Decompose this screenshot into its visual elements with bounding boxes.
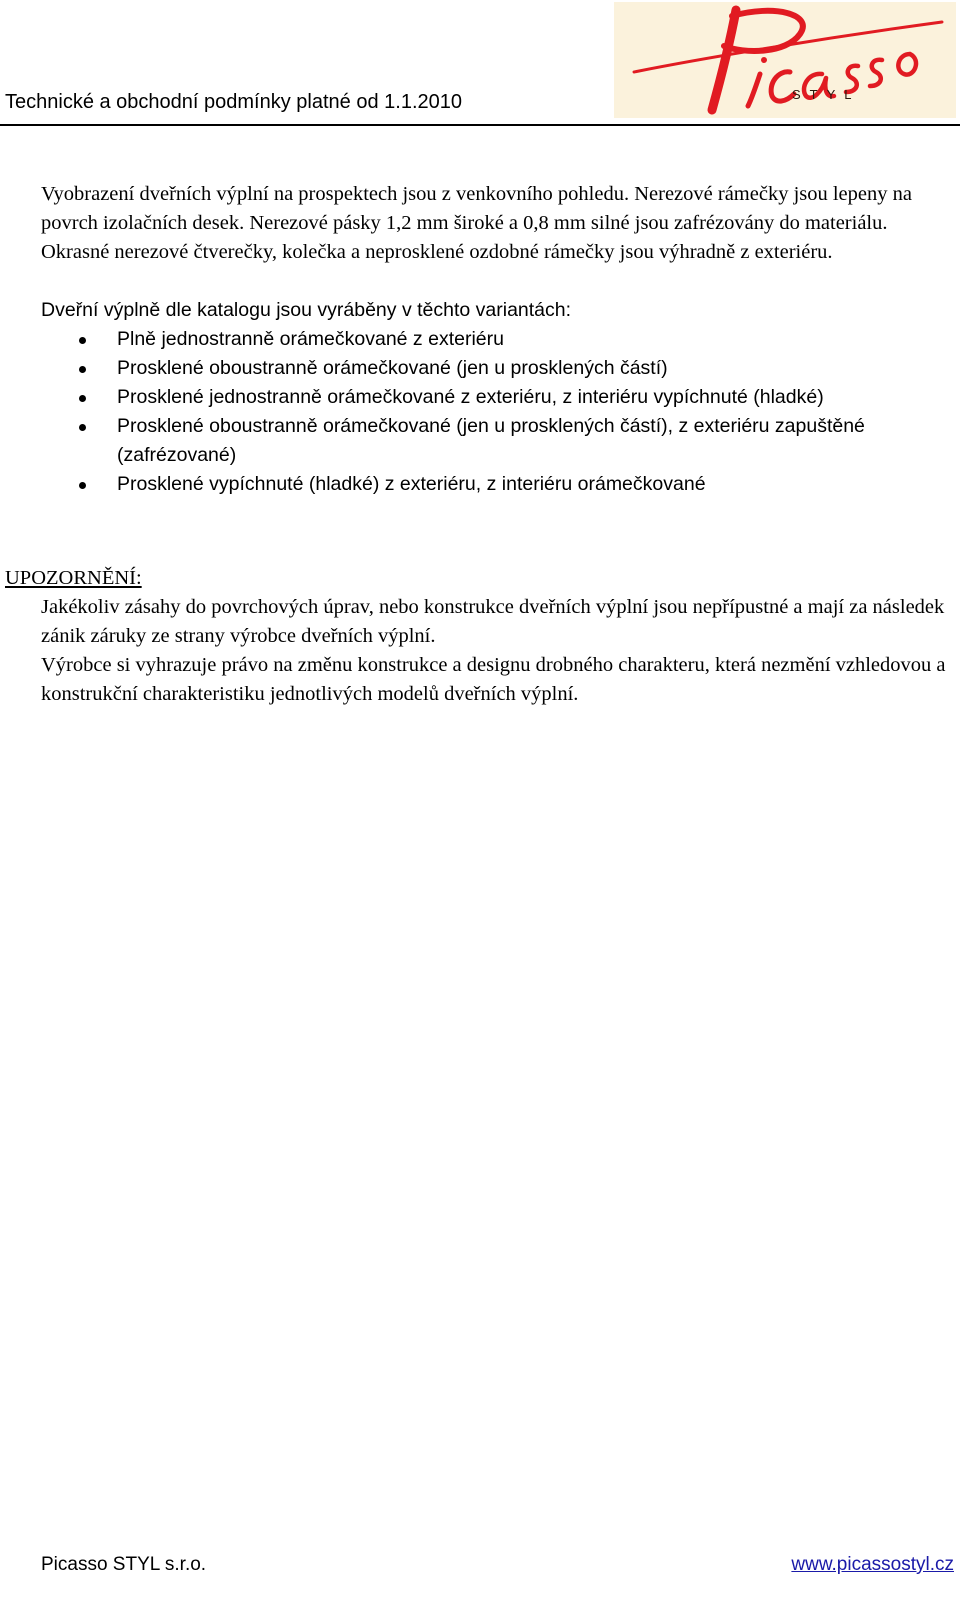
warning-paragraph: Jakékoliv zásahy do povrchových úprav, nebo konstrukce dveřních výplní jsou nepřípustné a mají za následek zánik záruky ze strany výrobce dveřních výplní. xyxy=(41,596,945,647)
header-divider xyxy=(0,124,960,126)
list-item xyxy=(41,412,947,470)
footer-website-link[interactable]: www.picassostyl.cz xyxy=(791,1554,954,1575)
bullet-icon xyxy=(79,395,86,402)
variant-text: Prosklené jednostranně orámečkované z exteriéru, z interiéru vypíchnuté (hladké) xyxy=(117,386,824,408)
bullet-icon xyxy=(79,337,86,344)
list-item xyxy=(41,354,947,383)
variant-text: Prosklené oboustranně orámečkované (jen u prosklených částí) xyxy=(117,357,668,379)
page-header xyxy=(0,0,960,128)
variant-text: Prosklené vypíchnuté (hladké) z exteriéru, z interiéru orámečkované xyxy=(117,473,706,495)
warning-heading: UPOZORNĚNÍ: xyxy=(5,567,142,589)
list-item xyxy=(41,383,947,412)
list-item xyxy=(41,470,947,499)
variant-text: Plně jednostranně orámečkované z exteriéru xyxy=(117,328,504,350)
bullet-icon xyxy=(79,482,86,489)
warning-section xyxy=(41,593,956,709)
list-item xyxy=(41,325,947,354)
variants-list xyxy=(41,325,956,499)
logo-script-graphic xyxy=(614,2,956,118)
warning-paragraph: Výrobce si vyhrazuje právo na změnu konstrukce a designu drobného charakteru, která nezmění vzhledovou a konstrukční charakteristiku jednotlivých modelů dveřních výplní. xyxy=(41,654,946,705)
bullet-icon xyxy=(79,366,86,373)
logo-subtext: STYL xyxy=(792,87,861,102)
bullet-icon xyxy=(79,424,86,431)
variant-text: Prosklené oboustranně orámečkované (jen u prosklených částí), z exteriéru zapuštěné (zafrézované) xyxy=(117,415,865,466)
variants-intro: Dveřní výplně dle katalogu jsou vyráběny v těchto variantách: xyxy=(41,299,572,321)
page-title: Technické a obchodní podmínky platné od 1.1.2010 xyxy=(5,91,462,113)
intro-paragraph: Vyobrazení dveřních výplní na prospektech jsou z venkovního pohledu. Nerezové rámečky jsou lepeny na povrch izolačních desek. Nerezové pásky 1,2 mm široké a 0,8 mm silné jsou zafrézovány do materiálu. Okrasné nerezové čtverečky, kolečka a neprosklené ozdobné rámečky jsou výhradně z exteriéru. xyxy=(41,183,912,263)
page-content xyxy=(41,180,956,499)
picasso-styl-logo xyxy=(614,2,956,118)
footer-company: Picasso STYL s.r.o. xyxy=(41,1554,207,1575)
